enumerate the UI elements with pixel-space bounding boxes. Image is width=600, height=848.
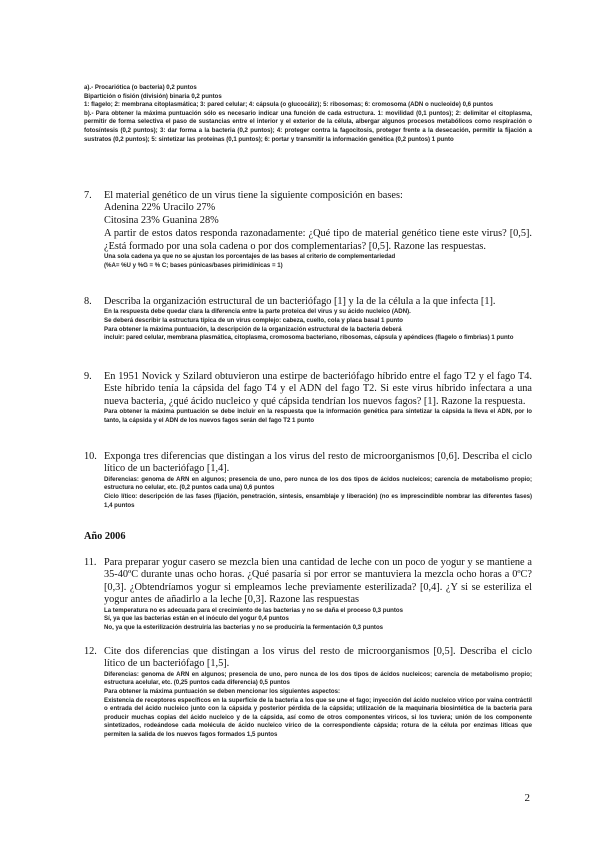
answer-line: Diferencias: genoma de ARN en algunos; presencia de uno, pero nunca de los dos tipos de ácidos nucleicos; carencia de metabolismo propio; estructura no celular, etc. (0,2 puntos cada una) 0,6 puntos: [104, 475, 532, 492]
answer-line: Una sola cadena ya que no se ajustan los porcentajes de las bases al criterio de complementariedad: [104, 253, 396, 261]
question-number: 8.: [84, 296, 92, 307]
question-7: [84, 190, 532, 270]
page-number: 2: [524, 792, 530, 804]
answer-line: Bipartición o fisión (división) binaria 0,2 puntos: [84, 92, 222, 100]
answer-line: Para obtener la máxima puntuación se debe incluir en la respuesta que la información genética para sintetizar la cápsida la lleva el ADN, por lo tanto, la cápsida y el ADN de los nuevos fagos serán del fago T2 1 punto: [104, 408, 532, 424]
answer-line: (%A= %U y %G = % C; bases púnicas/bases pirimidínicas = 1): [104, 261, 283, 269]
question-number: 12.: [84, 646, 97, 657]
question-text: A partir de estos datos responda razonadamente: ¿Qué tipo de material genético tiene este virus? [0,5]. ¿Está formado por una sola cadena o por dos complementarias? [0,5]. Razone las respuestas.: [104, 228, 532, 252]
question-text: Para preparar yogur casero se mezcla bien una cantidad de leche con un poco de yogur y se mantiene a 35-40ºC durante unas ocho horas. ¿Qué pasaría si por error se mantuviera la mezcla ocho horas a 0ºC? [0,3]. ¿Obtendríamos yogur si empleamos leche previamente esterilizada? [0,4]. ¿Y si se esteriliza el yogur antes de añadirlo a la leche [0,3]. Razone las respuestas: [104, 557, 532, 606]
question-number: 10.: [84, 451, 97, 462]
question-10: [84, 451, 532, 510]
answer-line: a).- Procariótica (o bacteria) 0,2 puntos: [84, 84, 197, 91]
question-11: [84, 557, 532, 632]
answer-line: Ciclo lítico: descripción de las fases (fijación, penetración, síntesis, ensamblaje y liberación) (no es imprescindible nombrar las diferentes fases) 1,4 puntos: [104, 493, 532, 509]
answer-line: Para obtener la máxima puntuación se deben mencionar los siguientes aspectos:: [104, 688, 341, 695]
answer-line: No, ya que la esterilización destruiría las bacterias y no se produciría la fermentación 0,3 puntos: [104, 623, 384, 631]
question-text: Describa la organización estructural de un bacteriófago [1] y la de la célula a la que infecta [1].: [104, 296, 496, 307]
question-9: [84, 371, 532, 425]
year-heading: Año 2006: [84, 531, 126, 542]
question-number: 11.: [84, 557, 97, 568]
question-8: [84, 296, 532, 343]
question-text: Adenina 22% Uracilo 27%: [104, 202, 216, 214]
answer-block-top: [84, 84, 532, 144]
answer-line: Sí, ya que las bacterias están en el inóculo del yogur 0,4 puntos: [104, 615, 289, 623]
answer-line: Se deberá describir la estructura típica de un virus complejo: cabeza, cuello, cola y placa basal 1 punto: [104, 317, 404, 324]
question-number: 7.: [84, 190, 92, 201]
question-12: [84, 646, 532, 740]
answer-line: En la respuesta debe quedar clara la diferencia entre la parte proteica del virus y su ácido nucleico (ADN).: [104, 308, 411, 316]
question-text: El material genético de un virus tiene la siguiente composición en bases:: [104, 190, 403, 201]
answer-line: La temperatura no es adecuada para el crecimiento de las bacterias y no se daña el proceso 0,3 puntos: [104, 606, 404, 614]
answer-line: Diferencias: genoma de ARN en algunos; presencia de uno, pero nunca de los dos tipos de ácidos nucleicos; carencia de metabolismo propio; estructura acelular, etc. (0,25 puntos cada diferencia) 0,5 puntos: [104, 670, 532, 687]
answer-line: 1: flagelo; 2: membrana citoplasmática; 3: pared celular; 4: cápsula (o glucocáliz); 5: ribosomas; 6: cromosoma (ADN o nucleoide) 0,6 puntos: [84, 101, 494, 109]
answer-line: b).- Para obtener la máxima puntuación sólo es necesario indicar una función de cada estructura. 1: movilidad (0,1 puntos); 2: delimitar el citoplasma, permitir de forma selectiva el paso de sustancias entre el interior y el exterior de la célula, albergar algunos procesos metabólicos como respiración o fotosíntesis (0,2 puntos); 3: dar forma a la bacteria (0,2 puntos); 4: proteger contra la fagocitosis, proteger frente a la desecación, permitir la fijación a sustratos (0,2 puntos); 5: sintetizar las proteínas (0,1 puntos); 6: portar y transmitir la información genética (0,2 puntos) 1 punto: [84, 109, 532, 143]
question-text: Exponga tres diferencias que distingan a los virus del resto de microorganismos [0,6]. Describa el ciclo lítico de un bacteriófago [1,4].: [104, 451, 532, 475]
question-text: Cite dos diferencias que distingan a los virus del resto de microorganismos [0,5]. Describa el ciclo lítico de un bacteriófago [1,5].: [104, 646, 532, 670]
answer-line: Existencia de receptores específicos en la superficie de la bacteria a los que se une el fago; inyección del ácido nucleico vírico por vaina contráctil o entrada del ácido nucleico junto con la cápsida y posterior pérdida de la cápsida; utilización de la maquinaria biosintética de la bacteria para producir muchas copias del ácido nucleico y de la cápsida, así como de otros componentes víricos, si los tuviera; unión de los componente sintetizados, rodeándose cada molécula de ácido nucleico vírico de la correspondiente cápsida; rotura de la célula por enzimas líticas que permiten la salida de los nuevos fagos formados 1,5 puntos: [104, 696, 532, 738]
question-text: Citosina 23% Guanina 28%: [104, 214, 219, 226]
question-text: En 1951 Novick y Szilard obtuvieron una estirpe de bacteriófago híbrido entre el fago T2 y el fago T4. Este híbrido tenía la cápsida del fago T4 y el ADN del fago T2. Si este virus híbrido infectara a una nueva bacteria, ¿qué ácido nucleico y qué cápsida tendrían los nuevos fagos? [1]. Razone la respuesta.: [104, 371, 532, 407]
question-number: 9.: [84, 371, 92, 382]
answer-line: Para obtener la máxima puntuación, la descripción de la organización estructural de la bacteria deberá: [104, 325, 402, 333]
answer-line: incluir: pared celular, membrana plasmática, citoplasma, cromosoma bacteriano, ribosomas, cápsula y apéndices (flagelo o fimbrias) 1 punto: [104, 334, 514, 342]
